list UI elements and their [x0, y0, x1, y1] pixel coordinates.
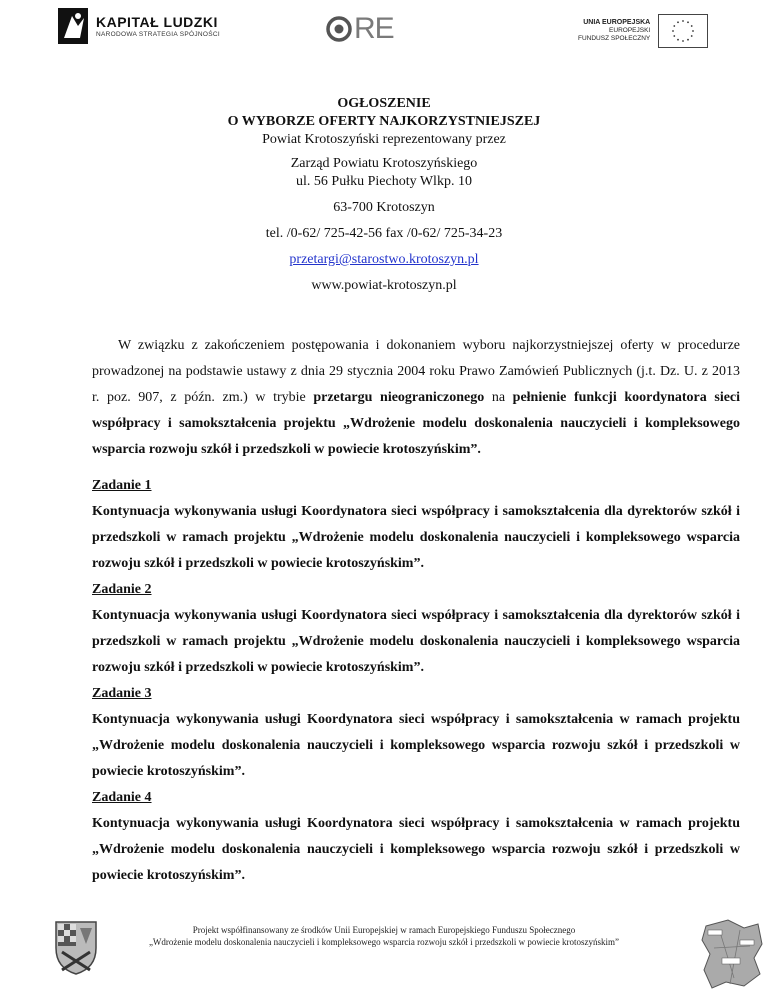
website-text: www.powiat-krotoszyn.pl	[311, 278, 457, 293]
eu-logo	[578, 14, 708, 48]
footer-line2: „Wdrożenie modelu doskonalenia nauczycieli i kompleksowego wsparcia rozwoju szkół i przedszkoli w powiecie krotoszyńskim”	[148, 937, 620, 947]
announcement-title: OGŁOSZENIE	[337, 96, 431, 111]
ore-circle-icon	[326, 16, 352, 42]
task-4-label: Zadanie 4	[92, 790, 152, 805]
intro-paragraph	[92, 333, 740, 463]
kapital-ludzki-subtitle: NARODOWA STRATEGIA SPÓJNOŚCI	[96, 31, 220, 38]
intro-text: W związku z zakończeniem postępowania i dokonaniem wyboru najkorzystniejszej oferty w procedurze prowadzonej na podstawie ustawy z dnia 29 stycznia 2004 roku Prawo Zamówień Publicznych (j.t. Dz. U. z 2013 r. poz. 907, z późn. zm.) w trybie	[92, 338, 740, 405]
announcement-subtitle: O WYBORZE OFERTY NAJKORZYSTNIEJSZEJ	[227, 114, 541, 129]
announcement-header	[0, 95, 768, 295]
kapital-ludzki-logo	[58, 8, 220, 44]
eu-line1: UNIA EUROPEJSKA	[583, 19, 651, 26]
task-3-label: Zadanie 3	[92, 686, 152, 701]
intro-tender-type: przetargu nieograniczonego	[313, 390, 485, 405]
county-map-icon	[700, 918, 764, 995]
footer-line1: Projekt współfinansowany ze środków Unii Europejskiej w ramach Europejskiego Funduszu Społecznego	[192, 925, 576, 935]
street-address: ul. 56 Pułku Piechoty Wlkp. 10	[296, 174, 472, 189]
intro-connector: na	[484, 390, 513, 405]
task-3-text: Kontynuacja wykonywania usługi Koordynatora sieci współpracy i samokształcenia w ramach projektu „Wdrożenie modelu doskonalenia nauczycieli i kompleksowego wsparcia rozwoju szkół i przedszkoli w powiecie krotoszyńskim”.	[92, 712, 740, 779]
document-body	[92, 333, 740, 889]
task-2-label: Zadanie 2	[92, 582, 152, 597]
issuer-line: Powiat Krotoszyński reprezentowany przez	[262, 132, 506, 147]
kapital-ludzki-emblem-icon	[58, 8, 88, 44]
email-link[interactable]: przetargi@starostwo.krotoszyn.pl	[289, 252, 479, 267]
task-1-text: Kontynuacja wykonywania usługi Koordynatora sieci współpracy i samokształcenia dla dyrektorów szkół i przedszkoli w ramach projektu „Wdrożenie modelu doskonalenia nauczycieli i kompleksowego wsparcia rozwoju szkół i przedszkoli w powiecie krotoszyńskim”.	[92, 504, 740, 571]
ore-text: RE	[354, 12, 394, 45]
eu-flag-icon	[658, 14, 708, 48]
board-name: Zarząd Powiatu Krotoszyńskiego	[290, 156, 478, 171]
eu-line2: EUROPEJSKI	[609, 27, 651, 34]
page-footer	[0, 918, 768, 994]
task-4-text: Kontynuacja wykonywania usługi Koordynatora sieci współpracy i samokształcenia w ramach projektu „Wdrożenie modelu doskonalenia nauczycieli i kompleksowego wsparcia rozwoju szkół i przedszkoli w powiecie krotoszyńskim”.	[92, 816, 740, 883]
intro-subject: pełnienie funkcji koordynatora sieci współpracy i samokształcenia projektu „Wdrożenie modelu doskonalenia nauczycieli i kompleksowego wsparcia rozwoju szkół i przedszkoli w powiecie krotoszyńskim”.	[92, 390, 741, 457]
kapital-ludzki-title: KAPITAŁ LUDZKI	[96, 14, 218, 30]
task-1-label: Zadanie 1	[92, 478, 152, 493]
ore-logo	[326, 12, 394, 46]
phone-fax: tel. /0-62/ 725-42-56 fax /0-62/ 725-34-23	[265, 226, 503, 241]
page-header	[0, 0, 768, 60]
postal-address: 63-700 Krotoszyn	[333, 200, 435, 215]
task-2-text: Kontynuacja wykonywania usługi Koordynatora sieci współpracy i samokształcenia dla dyrektorów szkół i przedszkoli w ramach projektu „Wdrożenie modelu doskonalenia nauczycieli i kompleksowego wsparcia rozwoju szkół i przedszkoli w powiecie krotoszyńskim”.	[92, 608, 740, 675]
eu-line3: FUNDUSZ SPOŁECZNY	[578, 35, 651, 42]
